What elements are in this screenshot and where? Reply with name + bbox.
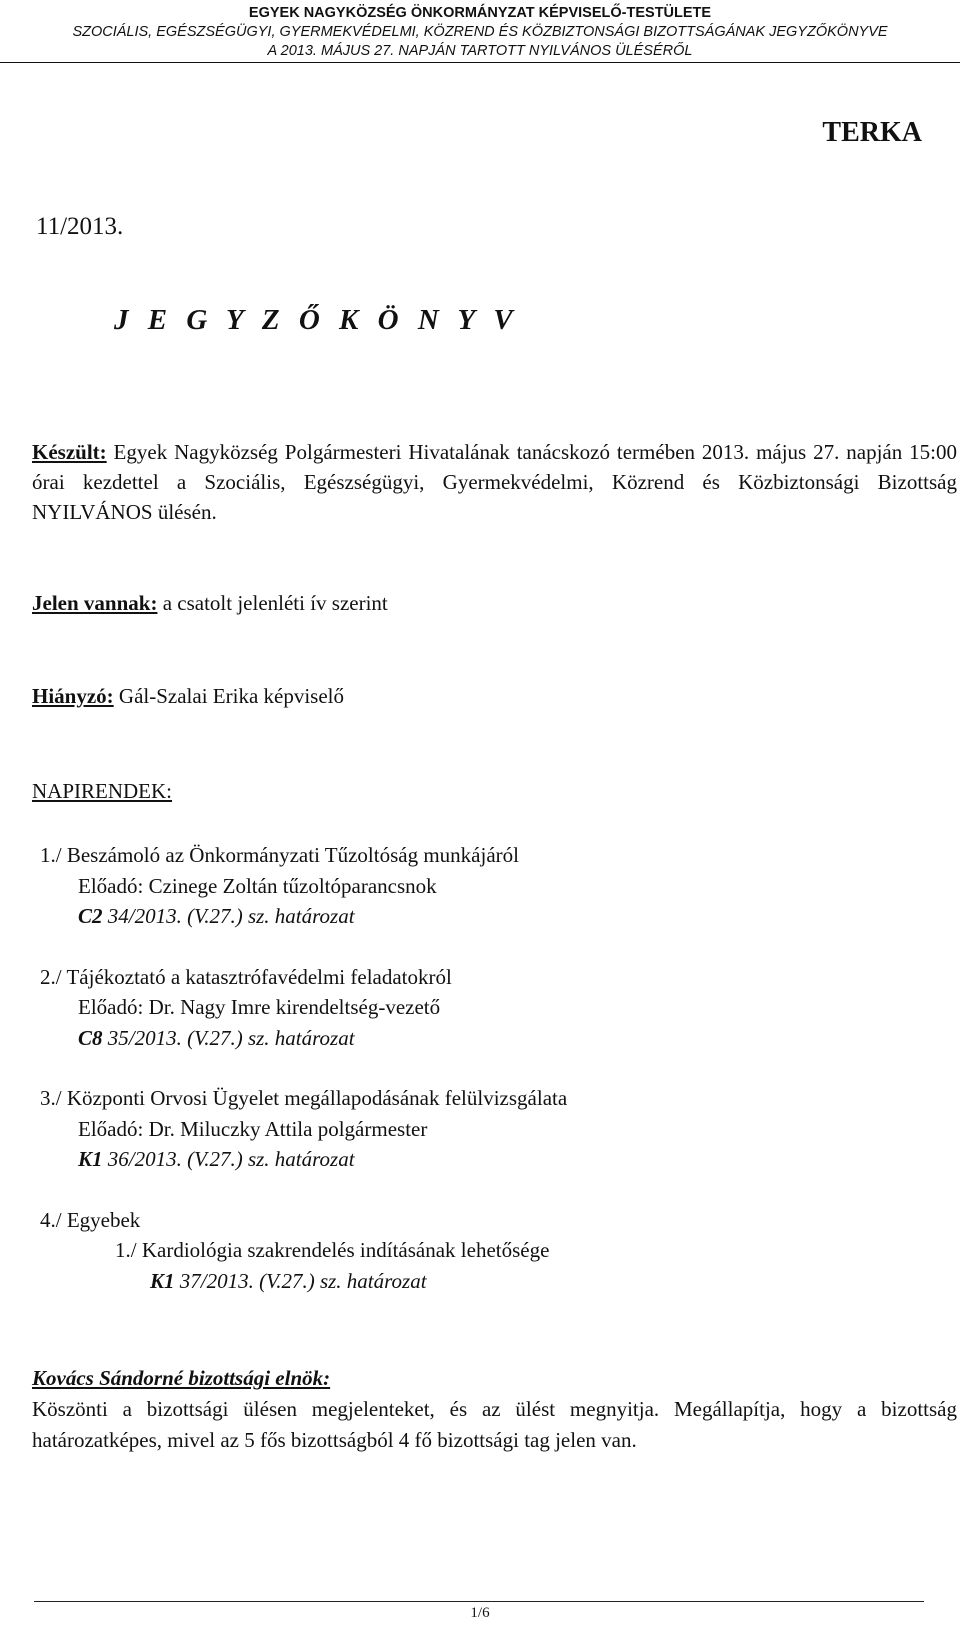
agenda-subitem-title: 1./ Kardiológia szakrendelés indításának lehetősége (115, 1238, 550, 1262)
agenda-item (40, 1205, 940, 1297)
absent-line (32, 684, 344, 709)
agenda-item (40, 962, 940, 1054)
absent-label: Hiányzó: (32, 684, 114, 708)
prepared-paragraph (32, 437, 957, 527)
resolution-code: C8 (78, 1025, 103, 1050)
document-header (0, 4, 960, 61)
agenda-item (40, 840, 940, 932)
resolution-text: 35/2013. (V.27.) sz. határozat (102, 1025, 355, 1050)
agenda-item-presenter: Előadó: Czinege Zoltán tűzoltóparancsnok (78, 873, 437, 898)
header-line-2: SZOCIÁLIS, EGÉSZSÉGÜGYI, GYERMEKVÉDELMI, KÖZREND ÉS KÖZBIZTONSÁGI BIZOTTSÁGÁNAK JEGYZŐKÖNYVE (72, 24, 888, 40)
prepared-label: Készült: (32, 440, 107, 464)
present-label: Jelen vannak: (32, 591, 158, 615)
agenda-item-resolution (78, 1144, 940, 1175)
agenda-list (40, 840, 940, 1326)
committee-tag: TERKA (822, 117, 922, 148)
agenda-item-title: 4./ Egyebek (40, 1207, 141, 1232)
agenda-item (40, 1083, 940, 1175)
document-title: J E G Y Z Ő K Ö N Y V (114, 304, 519, 336)
present-line (32, 591, 388, 616)
agenda-item-presenter: Előadó: Dr. Miluczky Attila polgármester (78, 1116, 428, 1141)
resolution-code: K1 (78, 1147, 103, 1171)
present-text: a csatolt jelenléti ív szerint (157, 591, 388, 615)
footer-divider (34, 1601, 924, 1602)
resolution-text: 34/2013. (V.27.) sz. határozat (102, 904, 355, 928)
chair-text: Köszönti a bizottsági ülésen megjelenteket, és az ülést megnyitja. Megállapítja, hogy a bizottság határozatképes, mivel az 5 fős bizottságból 4 fő bizottsági tag jelen van. (32, 1397, 957, 1452)
agenda-item-presenter: Előadó: Dr. Nagy Imre kirendeltség-vezető (78, 995, 441, 1019)
chair-label: Kovács Sándorné bizottsági elnök: (32, 1366, 331, 1390)
prepared-text: Egyek Nagyközség Polgármesteri Hivatalának tanácskozó termében 2013. május 27. napján 15:00 órai kezdettel a Szociális, Egészségügyi, Gyermekvédelmi, Közrend és Közbiztonsági Bizottság NYILVÁNOS ülésén. (32, 440, 957, 524)
resolution-text: 37/2013. (V.27.) sz. határozat (174, 1268, 427, 1293)
agenda-subitem-resolution (150, 1266, 940, 1297)
page-number: 1/6 (470, 1605, 490, 1621)
header-line-3: A 2013. MÁJUS 27. NAPJÁN TARTOTT NYILVÁNOS ÜLÉSÉRŐL (267, 43, 693, 59)
resolution-code: K1 (150, 1268, 175, 1293)
agenda-item-resolution (78, 901, 940, 932)
agenda-item-title: 3./ Központi Orvosi Ügyelet megállapodásának felülvizsgálata (40, 1086, 568, 1110)
document-number: 11/2013. (36, 213, 124, 240)
agenda-title: NAPIRENDEK: (32, 779, 172, 803)
agenda-item-resolution (78, 1023, 940, 1054)
absent-text: Gál-Szalai Erika képviselő (113, 684, 345, 708)
resolution-text: 36/2013. (V.27.) sz. határozat (102, 1147, 355, 1171)
agenda-item-title: 1./ Beszámoló az Önkormányzati Tűzoltóság munkájáról (40, 843, 519, 867)
resolution-code: C2 (78, 904, 103, 928)
header-line-1: EGYEK NAGYKÖZSÉG ÖNKORMÁNYZAT KÉPVISELŐ-TESTÜLETE (248, 5, 712, 21)
agenda-item-title: 2./ Tájékoztató a katasztrófavédelmi feladatokról (40, 964, 452, 989)
header-divider (0, 62, 960, 63)
